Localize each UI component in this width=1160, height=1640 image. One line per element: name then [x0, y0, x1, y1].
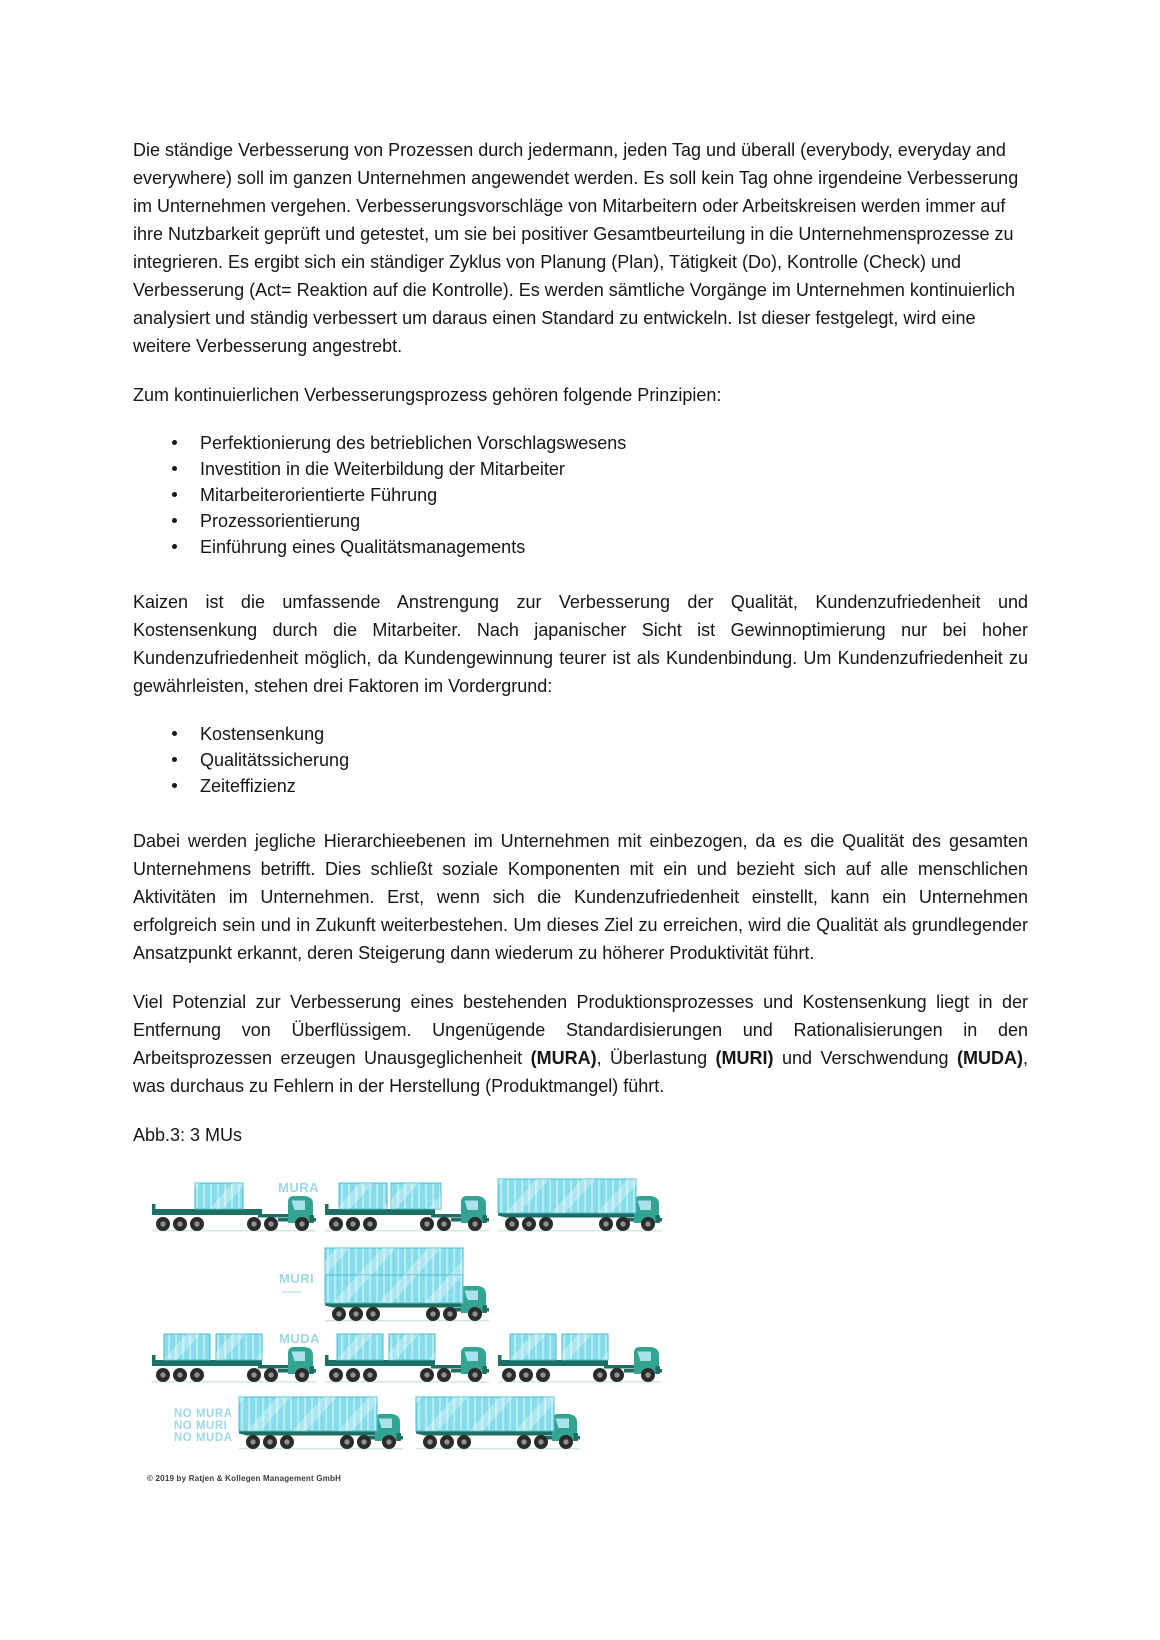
list-item: Mitarbeiterorientierte Führung	[133, 482, 1028, 508]
mura-label: MURA	[278, 1180, 319, 1195]
figure-caption: Abb.3: 3 MUs	[133, 1125, 243, 1145]
figure-copyright: © 2019 by Ratjen & Kollegen Management GmbH	[147, 1474, 342, 1483]
text-segment: , Überlastung	[596, 1048, 716, 1068]
bold-term-muri: (MURI)	[715, 1048, 774, 1068]
text-segment: und Verschwendung	[773, 1048, 957, 1068]
list-item: Investition in die Weiterbildung der Mitarbeiter	[133, 456, 1028, 482]
muri-label: MURI	[279, 1271, 315, 1286]
truck-mura-2	[325, 1183, 489, 1231]
list-item: Perfektionierung des betrieblichen Vorschlagswesens	[133, 430, 1028, 456]
paragraph-hierarchy: Dabei werden jegliche Hierarchieebenen im Unternehmen mit einbezogen, da es die Qualität des gesamten Unternehmens betrifft. Dies schließt soziale Komponenten mit ein und bezieht sich auf alle menschlichen Aktivitäten im Unternehmen. Erst, wenn sich die Kundenzufriedenheit einstellt, kann ein Unternehmen erfolgreich sein und in Zukunft weiterbestehen. Um dieses Ziel zu erreichen, wird die Qualität als grundlegender Ansatzpunkt erkannt, deren Steigerung dann wiederum zu höherer Produktivität führt.	[133, 831, 1028, 963]
list-item: Qualitätssicherung	[133, 747, 1028, 773]
truck-ideal-2	[416, 1397, 580, 1449]
factors-list	[133, 721, 1028, 799]
truck-mura-3	[498, 1179, 662, 1231]
list-item: Einführung eines Qualitätsmanagements	[133, 534, 1028, 560]
truck-muri	[325, 1248, 489, 1321]
principles-list	[133, 430, 1028, 560]
paragraph-mus	[133, 988, 1028, 1100]
muda-label: MUDA	[279, 1331, 320, 1346]
paragraph-principles-intro: Zum kontinuierlichen Verbesserungsprozess gehören folgende Prinzipien:	[133, 385, 722, 405]
list-item: Zeiteffizienz	[133, 773, 1028, 799]
list-item: Prozessorientierung	[133, 508, 1028, 534]
text-segment: , was durchaus zu Fehlern in der Herstellung (Produktmangel) führt.	[133, 1048, 1028, 1096]
trucks-illustration	[145, 1173, 685, 1455]
truck-ideal-1	[239, 1397, 403, 1449]
no-muda-label: NO MUDA	[174, 1432, 233, 1444]
paragraph-kaizen: Kaizen ist die umfassende Anstrengung zur Verbesserung der Qualität, Kundenzufriedenheit und Kostensenkung durch die Mitarbeiter. Nach japanischer Sicht ist Gewinnoptimierung nur bei hoher Kundenzufriedenheit möglich, da Kundengewinnung teurer ist als Kundenbindung. Um Kundenzufriedenheit zu gewährleisten, stehen drei Faktoren im Vordergrund:	[133, 592, 1028, 696]
paragraph-intro: Die ständige Verbesserung von Prozessen durch jedermann, jeden Tag und überall (everybody, everyday and everywhere) soll im ganzen Unternehmen angewendet werden. Es soll kein Tag ohne irgendeine Verbesserung im Unternehmen vergehen. Verbesserungsvorschläge von Mitarbeitern oder Arbeitskreisen werden immer auf ihre Nutzbarkeit geprüft und getestet, um sie bei positiver Gesamtbeurteilung in die Unternehmensprozesse zu integrieren. Es ergibt sich ein ständiger Zyklus von Planung (Plan), Tätigkeit (Do), Kontrolle (Check) und Verbesserung (Act= Reaktion auf die Kontrolle). Es werden sämtliche Vorgänge im Unternehmen kontinuierlich analysiert und ständig verbessert um daraus einen Standard zu entwickeln. Ist dieser festgelegt, wird eine weitere Verbesserung angestrebt.	[133, 140, 1019, 356]
no-muri-label: NO MURI	[174, 1420, 228, 1432]
three-mus-figure	[145, 1173, 1028, 1493]
truck-muda-3	[498, 1334, 662, 1382]
list-item: Kostensenkung	[133, 721, 1028, 747]
text-segment: Viel Potenzial zur Verbesserung eines bestehenden Produktionsprozesses und Kostensenkung liegt in der Entfernung von Überflüssigem. Ungenügende Standardisierungen und Rationalisierungen in den Arbeitsprozessen erzeugen Unausgeglichenheit	[133, 992, 1028, 1068]
truck-muda-2	[325, 1334, 489, 1382]
bold-term-mura: (MURA)	[530, 1048, 597, 1068]
no-mura-label: NO MURA	[174, 1408, 233, 1420]
bold-term-muda: (MUDA)	[957, 1048, 1023, 1068]
